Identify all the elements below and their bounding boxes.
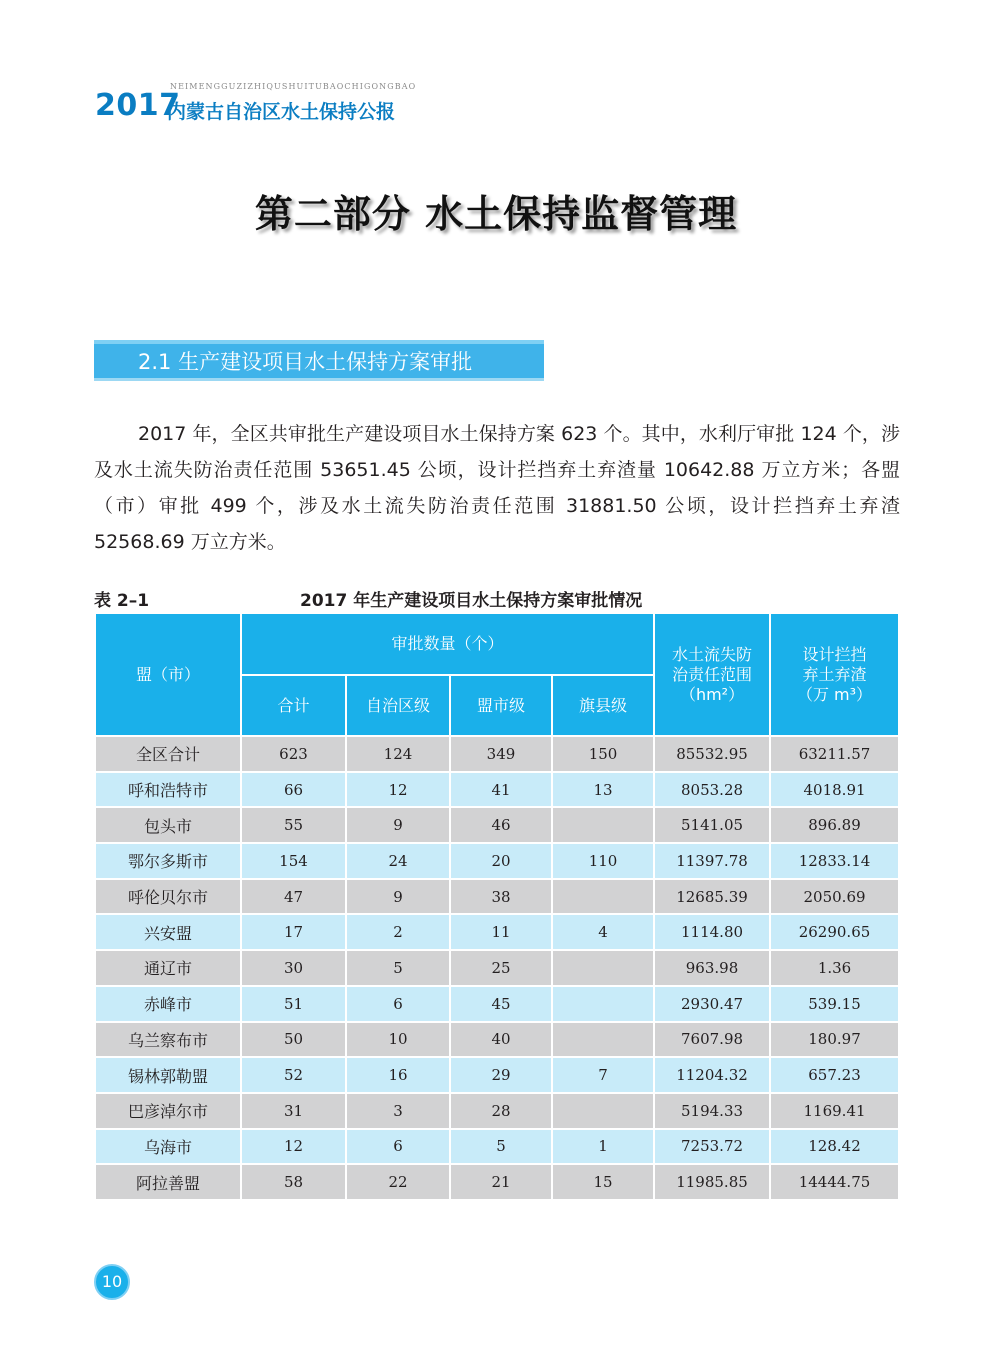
header-area [654,613,770,736]
table-title: 2017 年生产建设项目水土保持方案审批情况 [300,591,643,611]
cell-autonomous: 124 [346,736,450,772]
report-header [95,80,515,125]
table-number: 表 2–1 [94,591,150,611]
table-row [95,1164,899,1200]
section-bar-accent [94,340,544,344]
cell-name: 乌海市 [95,1129,241,1165]
cell-autonomous: 9 [346,807,450,843]
cell-league-city: 20 [450,843,552,879]
page-number: 10 [94,1264,130,1300]
cell-league-city: 46 [450,807,552,843]
cell-league-city: 11 [450,914,552,950]
table-row [95,1129,899,1165]
cell-banner-county: 7 [552,1057,654,1093]
cell-league-city: 25 [450,950,552,986]
cell-total: 623 [241,736,346,772]
cell-name: 锡林郭勒盟 [95,1057,241,1093]
cell-autonomous: 10 [346,1022,450,1058]
cell-area: 11985.85 [654,1164,770,1200]
cell-total: 55 [241,807,346,843]
header-title: 内蒙古自治区水土保持公报 [167,101,396,123]
header-spoil-line1: 设计拦挡 [802,644,867,664]
cell-banner-county: 13 [552,772,654,808]
cell-banner-county [552,1022,654,1058]
header-autonomous: 自治区级 [346,675,450,736]
header-pinyin: NEIMENGGUZIZHIQUSHUITUBAOCHIGONGBAO [170,82,417,91]
header-area-line2: 治责任范围 [672,664,753,684]
cell-autonomous: 3 [346,1093,450,1129]
table-row [95,1093,899,1129]
cell-name: 全区合计 [95,736,241,772]
table-row [95,1057,899,1093]
cell-spoil: 1169.41 [770,1093,899,1129]
cell-spoil: 2050.69 [770,879,899,915]
cell-league-city: 21 [450,1164,552,1200]
cell-spoil: 4018.91 [770,772,899,808]
cell-area: 8053.28 [654,772,770,808]
cell-banner-county [552,1093,654,1129]
table-row [95,986,899,1022]
cell-name: 乌兰察布市 [95,1022,241,1058]
header-area-unit: （hm²） [679,684,745,704]
cell-total: 17 [241,914,346,950]
cell-spoil: 896.89 [770,807,899,843]
cell-league-city: 28 [450,1093,552,1129]
approval-table [94,612,900,1201]
table-caption [94,586,900,612]
cell-autonomous: 5 [346,950,450,986]
cell-name: 阿拉善盟 [95,1164,241,1200]
cell-name: 兴安盟 [95,914,241,950]
cell-autonomous: 24 [346,843,450,879]
cell-name: 通辽市 [95,950,241,986]
cell-league-city: 5 [450,1129,552,1165]
header-area-line1: 水土流失防 [672,644,753,664]
cell-banner-county [552,950,654,986]
table-row [95,807,899,843]
table-row [95,1022,899,1058]
cell-autonomous: 2 [346,914,450,950]
cell-league-city: 41 [450,772,552,808]
cell-total: 51 [241,986,346,1022]
cell-area: 2930.47 [654,986,770,1022]
cell-autonomous: 9 [346,879,450,915]
cell-spoil: 180.97 [770,1022,899,1058]
header-spoil-line2: 弃土弃渣 [802,664,867,684]
table-row [95,950,899,986]
cell-total: 47 [241,879,346,915]
cell-spoil: 657.23 [770,1057,899,1093]
cell-name: 呼和浩特市 [95,772,241,808]
cell-banner-county [552,879,654,915]
cell-banner-county: 150 [552,736,654,772]
table-body [95,736,899,1200]
cell-autonomous: 6 [346,986,450,1022]
cell-league-city: 349 [450,736,552,772]
cell-total: 30 [241,950,346,986]
part-title: 第二部分 水土保持监督管理 [254,192,738,236]
section-heading-bar [94,340,544,378]
cell-area: 7253.72 [654,1129,770,1165]
table-row [95,843,899,879]
cell-spoil: 12833.14 [770,843,899,879]
cell-area: 5194.33 [654,1093,770,1129]
cell-autonomous: 16 [346,1057,450,1093]
cell-total: 154 [241,843,346,879]
cell-spoil: 539.15 [770,986,899,1022]
cell-total: 58 [241,1164,346,1200]
cell-autonomous: 22 [346,1164,450,1200]
cell-name: 巴彦淖尔市 [95,1093,241,1129]
section-title: 2.1 生产建设项目水土保持方案审批 [138,350,473,374]
table-row [95,772,899,808]
cell-banner-county: 15 [552,1164,654,1200]
cell-banner-county: 1 [552,1129,654,1165]
cell-banner-county [552,986,654,1022]
cell-name: 包头市 [95,807,241,843]
cell-spoil: 26290.65 [770,914,899,950]
cell-league-city: 38 [450,879,552,915]
cell-league-city: 45 [450,986,552,1022]
cell-total: 31 [241,1093,346,1129]
cell-area: 1114.80 [654,914,770,950]
table-row [95,914,899,950]
cell-area: 963.98 [654,950,770,986]
cell-autonomous: 12 [346,772,450,808]
cell-spoil: 63211.57 [770,736,899,772]
body-paragraph: 2017 年，全区共审批生产建设项目水土保持方案 623 个。其中，水利厅审批 124 个，涉及水土流失防治责任范围 53651.45 公顷，设计拦挡弃土弃渣量 10642.88 万立方米；各盟（市）审批 499 个，涉及水土流失防治责任范围 31881.50 公顷，设计拦挡弃土弃渣 52568.69 万立方米。 [94,423,900,553]
header-league-city: 盟市级 [450,675,552,736]
header-year: 2017 [95,88,181,123]
cell-banner-county: 110 [552,843,654,879]
cell-spoil: 128.42 [770,1129,899,1165]
cell-total: 52 [241,1057,346,1093]
header-spoil [770,613,899,736]
header-banner-county: 旗县级 [552,675,654,736]
header-region: 盟（市） [95,613,241,736]
cell-area: 11397.78 [654,843,770,879]
cell-name: 呼伦贝尔市 [95,879,241,915]
cell-spoil: 14444.75 [770,1164,899,1200]
table-row [95,879,899,915]
cell-area: 11204.32 [654,1057,770,1093]
cell-name: 赤峰市 [95,986,241,1022]
cell-name: 鄂尔多斯市 [95,843,241,879]
table-row [95,736,899,772]
cell-banner-county [552,807,654,843]
cell-area: 7607.98 [654,1022,770,1058]
header-spoil-unit: （万 m³） [796,684,873,704]
cell-area: 12685.39 [654,879,770,915]
cell-banner-county: 4 [552,914,654,950]
cell-area: 85532.95 [654,736,770,772]
cell-league-city: 29 [450,1057,552,1093]
cell-autonomous: 6 [346,1129,450,1165]
header-approvals: 审批数量（个） [241,613,654,675]
cell-total: 50 [241,1022,346,1058]
cell-area: 5141.05 [654,807,770,843]
header-total: 合计 [241,675,346,736]
cell-total: 66 [241,772,346,808]
cell-spoil: 1.36 [770,950,899,986]
cell-total: 12 [241,1129,346,1165]
cell-league-city: 40 [450,1022,552,1058]
